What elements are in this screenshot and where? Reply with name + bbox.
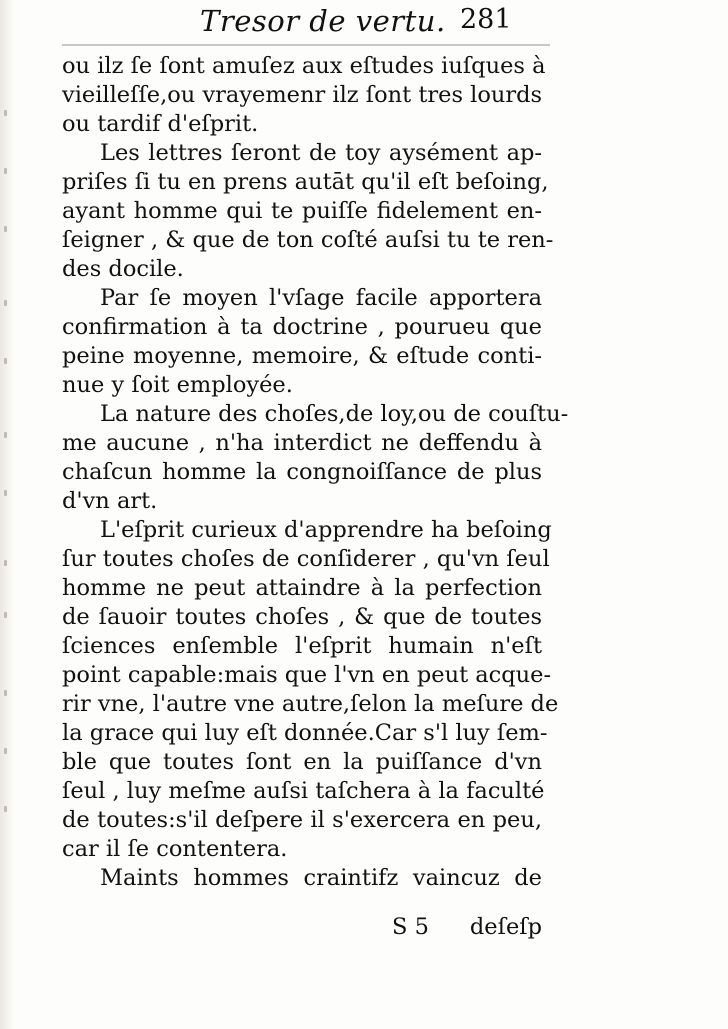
text-line: la grace qui luy eſt donnée.Car s'l luy ſem- <box>62 720 548 746</box>
text-line: La nature des choſes,de loy,ou de couſtu- <box>100 401 569 427</box>
text-line: peine moyenne, memoire, & eſtude conti- <box>62 343 542 369</box>
text-line: priſes ſi tu en prens autāt qu'il eſt beſoing, <box>62 169 549 195</box>
page-number: 281 <box>460 4 512 35</box>
text-line: me aucune , n'ha interdict ne deffendu à <box>62 430 542 456</box>
text-line: vieilleſſe,ou vrayemenr ilz ſont tres lourds <box>62 82 543 108</box>
catchword: deſeſp <box>469 914 542 940</box>
text-line: ſeigner , & que de ton coſté auſsi tu te ren- <box>62 227 554 253</box>
text-line: Maints hommes craintifz vaincuz de <box>100 865 542 891</box>
bleed-through-marks <box>0 0 14 1029</box>
text-line: Par ſe moyen l'vſage facile apportera <box>100 285 542 311</box>
text-line: ſur toutes choſes de conſiderer , qu'vn ſeul <box>62 546 550 572</box>
text-line: car il ſe contentera. <box>62 836 288 862</box>
text-line: ayant homme qui te puiſſe fidelement en- <box>62 198 542 224</box>
text-line: ſeul , luy meſme auſsi taſchera à la faculté <box>62 778 545 804</box>
running-head-title: Tresor de vertu. <box>200 4 446 38</box>
text-line: ou tardif d'eſprit. <box>62 111 259 137</box>
running-head <box>0 0 728 46</box>
text-line: nue y ſoit employée. <box>62 372 293 398</box>
text-line: chaſcun homme la congnoiſſance de plus <box>62 459 542 485</box>
text-line: des docile. <box>62 256 184 282</box>
text-line: rir vne, l'autre vne autre,ſelon la meſure de <box>62 691 559 717</box>
text-line: ble que toutes ſont en la puiſſance d'vn <box>62 749 542 775</box>
text-line: d'vn art. <box>62 488 158 514</box>
text-line: Les lettres ſeront de toy aysément ap- <box>100 140 542 166</box>
text-line: ou ilz ſe ſont amuſez aux eſtudes iuſques à <box>62 53 546 79</box>
signature-mark: S 5 <box>392 914 429 940</box>
page-footer <box>62 912 542 942</box>
text-line: L'eſprit curieux d'apprendre ha beſoing <box>100 517 552 543</box>
text-line: de toutes:s'il deſpere il s'exercera en peu, <box>62 807 542 833</box>
text-line: point capable:mais que l'vn en peut acque- <box>62 662 552 688</box>
body-text <box>62 52 569 893</box>
text-line: homme ne peut attaindre à la perfection <box>62 575 542 601</box>
header-rule <box>62 44 550 46</box>
text-line: de ſauoir toutes choſes , & que de toutes <box>62 604 542 630</box>
text-line: ſciences enſemble l'eſprit humain n'eſt <box>62 633 542 659</box>
text-line: confirmation à ta doctrine , pourueu que <box>62 314 542 340</box>
